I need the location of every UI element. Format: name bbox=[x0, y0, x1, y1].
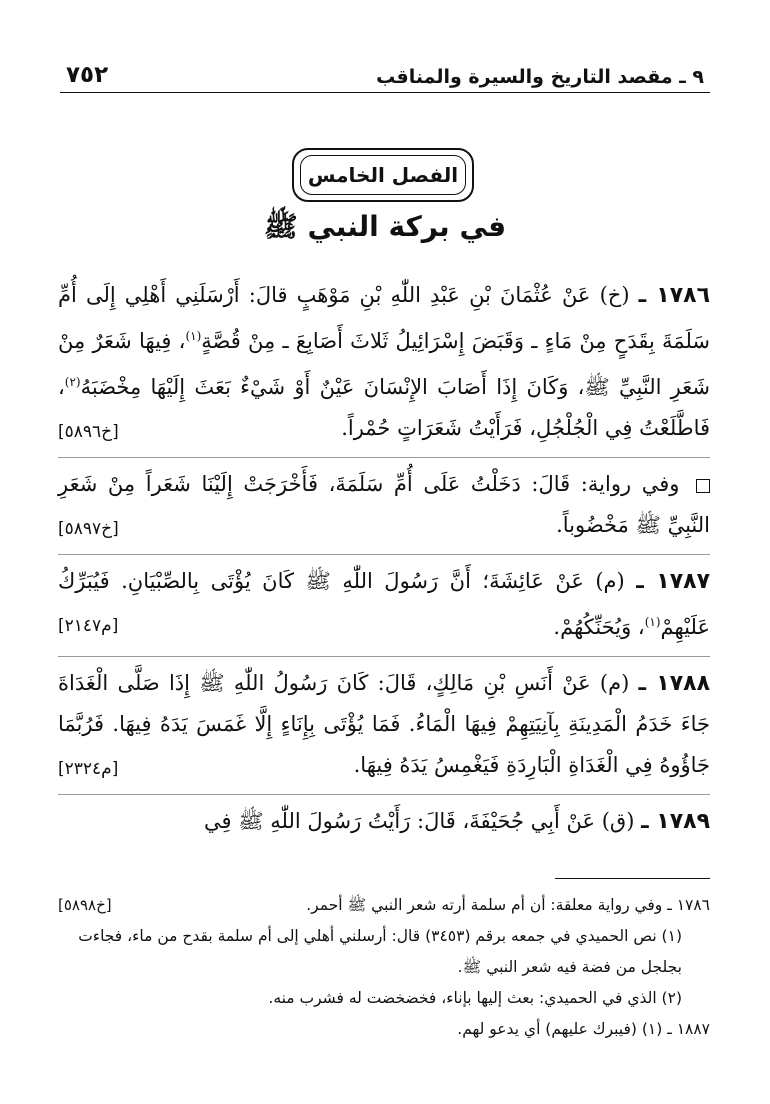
hadith-text: (م) عَنْ أَنَسِ بْنِ مَالِكٍ، قَالَ: كَانَ رَسُولُ اللّٰهِ ﷺ إِذَا صَلَّى الْغَدَاةَ جَاءَ خَدَمُ الْمَدِينَةِ بِآنِيَتِهِمْ فِيهَا الْمَاءُ. فَمَا يُؤْتَى بِإِنَاءٍ إِلَّا غَمَسَ يَدَهُ فِيهَا. فَرُبَّمَا جَاؤُوهُ فِي الْغَدَاةِ الْبَارِدَةِ فَيَغْمِسُ يَدَهُ فِيهَا. bbox=[58, 671, 710, 777]
hadith-number: ١٧٨٨ ـ bbox=[638, 671, 710, 696]
hadith-number: ١٧٨٧ ـ bbox=[636, 569, 711, 594]
hadith-text: وفي رواية: قَالَ: دَخَلْتُ عَلَى أُمِّ سَلَمَةَ، فَأَخْرَجَتْ إِلَيْنَا شَعَراً مِنْ شَعَرِ النَّبِيِّ ﷺ مَخْضُوباً. bbox=[58, 472, 710, 537]
hadith-text: ، فَاطَّلَعْتُ فِي الْجُلْجُلِ، فَرَأَيْتُ شَعَرَاتٍ حُمْراً. bbox=[58, 375, 710, 440]
hadith-entry bbox=[58, 656, 710, 786]
footnote-text: ١٨٨٧ ـ (١) (فيبرك عليهم) أي يدعو لهم. bbox=[457, 1020, 710, 1038]
hadith-entry bbox=[58, 554, 710, 648]
hadith-text: (م) عَنْ عَائِشَةَ؛ أَنَّ رَسُولَ اللّٰهِ ﷺ كَانَ يُؤْتَى بِالصِّبْيَانِ. فَيُبَرِّكُ عَلَيْهِمْ bbox=[58, 569, 710, 639]
source-reference: [خ٥٨٩٧] bbox=[58, 519, 119, 539]
page-number: ٧٥٢ bbox=[66, 62, 109, 88]
hadith-entry bbox=[58, 275, 710, 449]
footnote-marker: (١) bbox=[185, 329, 202, 343]
hadith-variant bbox=[58, 457, 710, 546]
footnotes bbox=[58, 890, 710, 1045]
hadith-text: (خ) عَنْ عُثْمَانَ بْنِ عَبْدِ اللّٰهِ بْنِ مَوْهَبٍ قالَ: أَرْسَلَنِي أَهْلِي إِلَى أُمِّ سَلَمَةَ بِقَدَحٍ مِنْ مَاءٍ ـ وَقَبَضَ إِسْرَائِيلُ ثَلاثَ أَصَابِعَ ـ مِنْ قُصَّةٍ bbox=[58, 283, 710, 353]
hadith-number: ١٧٨٩ ـ bbox=[641, 809, 710, 834]
hadith-text: (ق) عَنْ أَبِي جُحَيْفَةَ، قَالَ: رَأَيْتُ رَسُولَ اللّٰهِ ﷺ فِي bbox=[204, 809, 635, 833]
footnote bbox=[58, 921, 710, 983]
running-title: ٩ ـ مقصد التاريخ والسيرة والمناقب bbox=[376, 66, 704, 88]
footnote-text: (٢) الذي في الحميدي: بعث إليها بإناء، فخضخضت له فشرب منه. bbox=[268, 989, 682, 1007]
footnote bbox=[58, 890, 710, 921]
hadith-text: ، فِيهَا شَعَرٌ مِنْ شَعَرِ النَّبِيِّ ﷺ، وَكَانَ إِذَا أَصَابَ الإِنْسَانَ عَيْنٌ أَوْ شَيْءٌ بَعَثَ إِلَيْهَا مِخْضَبَهُ bbox=[58, 329, 710, 399]
source-reference: [م٢١٤٧] bbox=[58, 616, 119, 636]
source-reference: [خ٥٨٩٨] bbox=[58, 896, 112, 914]
footnote-divider bbox=[555, 878, 710, 879]
hadith-text: ، وَيُحَنِّكُهُمْ. bbox=[553, 615, 645, 639]
chapter-title: الفصل الخامس bbox=[307, 163, 459, 187]
hadith-entry bbox=[58, 794, 710, 842]
footnote bbox=[58, 1014, 710, 1045]
square-bullet-icon bbox=[696, 479, 710, 493]
chapter-title-box bbox=[292, 148, 474, 202]
footnote-marker: (٢) bbox=[64, 375, 81, 389]
main-text bbox=[58, 275, 710, 850]
footnote-text: ١٧٨٦ ـ وفي رواية معلقة: أن أم سلمة أرته شعر النبي ﷺ أحمر. bbox=[306, 896, 710, 914]
source-reference: [م٢٣٢٤] bbox=[58, 759, 119, 779]
footnote-text: (١) نص الحميدي في جمعه برقم (٣٤٥٣) قال: أرسلني أهلي إلى أم سلمة بقدح من ماء، فجاءت بجلجل من فضة فيه شعر النبي ﷺ. bbox=[78, 927, 682, 976]
chapter-subtitle: في بركة النبي ﷺ bbox=[263, 210, 507, 243]
source-reference: [خ٥٨٩٦] bbox=[58, 422, 119, 442]
footnote bbox=[58, 983, 710, 1014]
footnote-marker: (١) bbox=[644, 615, 661, 629]
hadith-number: ١٧٨٦ ـ bbox=[638, 283, 710, 308]
running-header bbox=[60, 50, 710, 93]
